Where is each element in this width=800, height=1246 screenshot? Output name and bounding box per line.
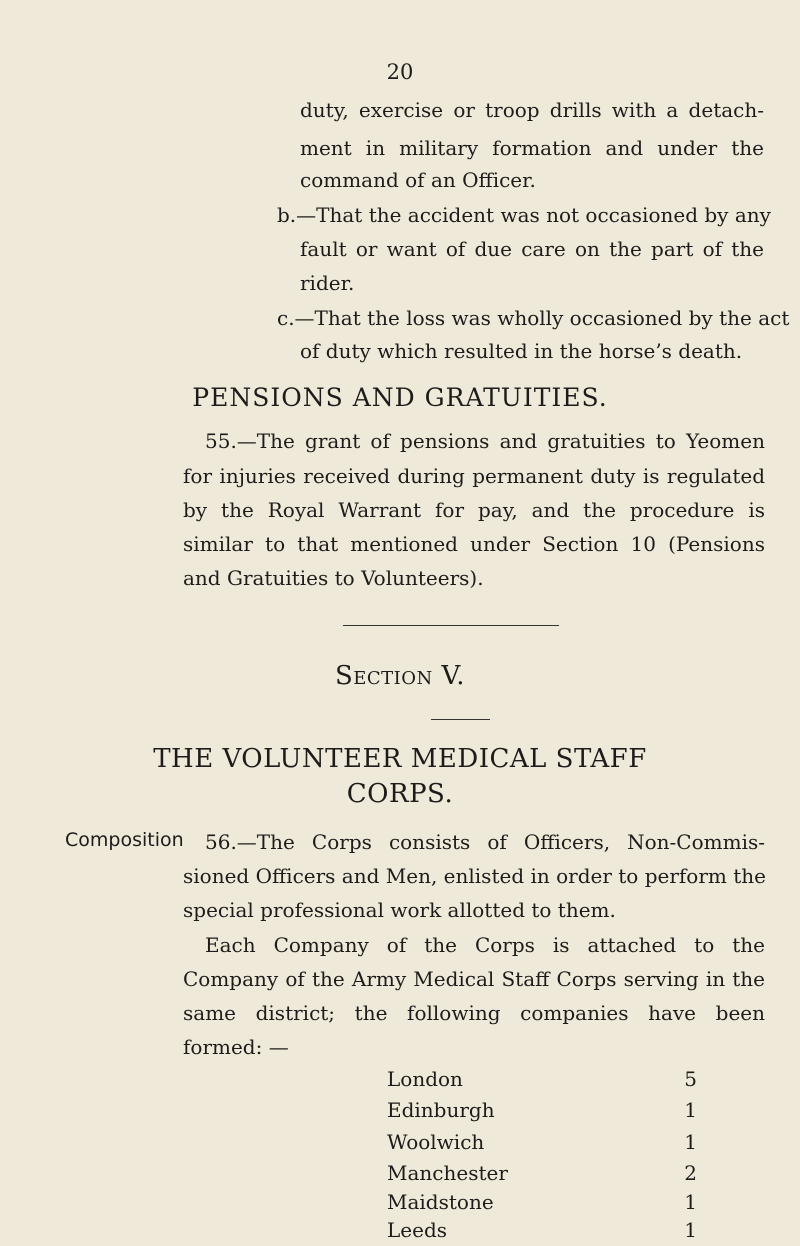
company-city: London <box>387 1067 463 1091</box>
company-count: 5 <box>684 1067 697 1091</box>
item-b-line: fault or want of due care on the part of the <box>300 237 764 261</box>
para55-line: and Gratuities to Volunteers). <box>183 566 484 590</box>
para56-line: sioned Officers and Men, enlisted in order to perform the <box>183 864 766 888</box>
short-rule <box>431 719 490 720</box>
para55-line: 55.—The grant of pensions and gratuities to Yeomen <box>205 429 765 453</box>
para-each-line: same district; the following companies have been <box>183 1001 765 1025</box>
heading-corps-line2: CORPS. <box>346 779 454 809</box>
company-city: Manchester <box>387 1161 508 1185</box>
item-c-line: of duty which resulted in the horse’s death. <box>300 339 743 363</box>
para56-line: special professional work allotted to them. <box>183 898 616 922</box>
company-row <box>387 1190 697 1220</box>
item-b-line: rider. <box>300 271 355 295</box>
company-city: Woolwich <box>387 1130 485 1154</box>
para-each-line: formed: — <box>183 1035 289 1059</box>
company-count: 1 <box>684 1190 697 1214</box>
company-count: 1 <box>684 1130 697 1154</box>
item-b-line: b.—That the accident was not occasioned by any <box>277 203 771 227</box>
body-line: duty, exercise or troop drills with a detach- <box>300 98 764 122</box>
company-row <box>387 1218 697 1246</box>
company-city: Maidstone <box>387 1190 494 1214</box>
body-line: ment in military formation and under the <box>300 136 764 160</box>
company-row <box>387 1161 697 1191</box>
heading-corps-line1: THE VOLUNTEER MEDICAL STAFF <box>153 744 647 774</box>
para56-line: 56.—The Corps consists of Officers, Non-Commis- <box>205 830 765 854</box>
body-line: command of an Officer. <box>300 168 536 192</box>
company-city: Edinburgh <box>387 1098 495 1122</box>
item-c-line: c.—That the loss was wholly occasioned by the act <box>277 306 790 330</box>
para55-line: for injuries received during permanent duty is regulated <box>183 464 765 488</box>
para-each-line: Each Company of the Corps is attached to the <box>205 933 765 957</box>
section-title: Section V. <box>334 661 466 691</box>
para55-line: similar to that mentioned under Section 10 (Pensions <box>183 532 765 556</box>
company-row <box>387 1098 697 1128</box>
page-number: 20 <box>386 60 414 84</box>
para55-line: by the Royal Warrant for pay, and the procedure is <box>183 498 765 522</box>
divider-rule <box>343 625 559 626</box>
company-row <box>387 1067 697 1097</box>
margin-note: Composition <box>65 829 184 851</box>
company-row <box>387 1130 697 1160</box>
company-city: Leeds <box>387 1218 448 1242</box>
company-count: 1 <box>684 1218 697 1242</box>
company-count: 1 <box>684 1098 697 1122</box>
company-count: 2 <box>684 1161 697 1185</box>
heading-pensions: PENSIONS AND GRATUITIES. <box>192 383 608 412</box>
para-each-line: Company of the Army Medical Staff Corps serving in the <box>183 967 765 991</box>
